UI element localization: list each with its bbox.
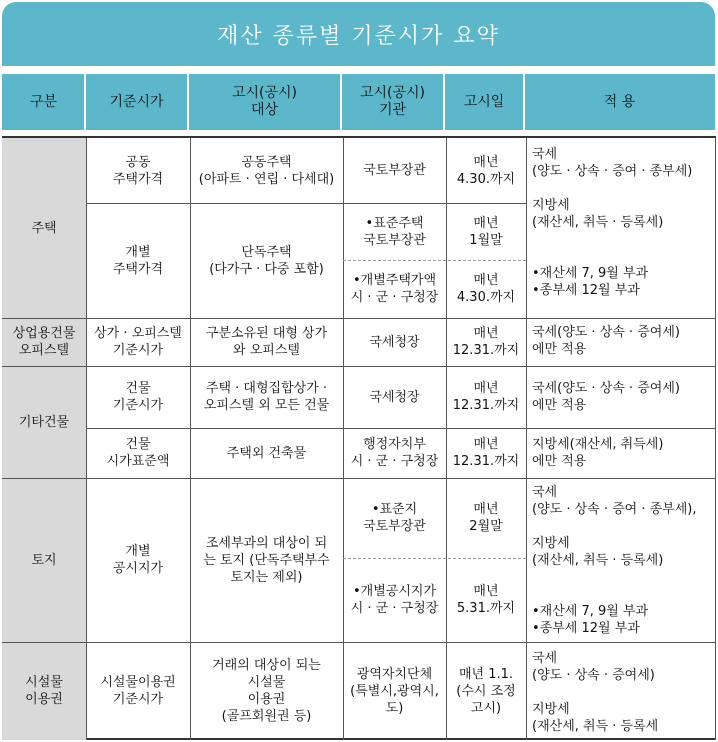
header-date: 고시일 xyxy=(444,74,524,130)
facility-date: 매년 1.1. (수시 조정 고시) xyxy=(456,666,516,716)
land-standard-agency: •표준지 국토부장관 xyxy=(363,502,426,534)
category-house: 주택 xyxy=(2,138,86,318)
house-apt-date: 매년 4.30.까지 xyxy=(456,154,516,187)
header-category: 구분 xyxy=(2,74,85,130)
dashed-divider xyxy=(343,260,526,261)
grid-line xyxy=(526,138,527,740)
house-single-target: 단독주택 (다가구 · 다중 포함) xyxy=(209,244,324,277)
title-bar xyxy=(2,2,715,66)
commercial-base: 상가 · 오피스텔 기준시가 xyxy=(94,326,182,358)
grid-line xyxy=(343,138,344,740)
category-other: 기타건물 xyxy=(2,366,86,478)
other-standard-date: 매년 12.31.까지 xyxy=(452,437,520,469)
land-target: 조세부과의 대상이 되 는 토지 (단독주택부수 토지는 제외) xyxy=(203,535,330,585)
grid-line xyxy=(446,138,447,740)
facility-agency: 광역자치단체 (특별시,광역시, 도) xyxy=(350,666,439,716)
other-building-target: 주택 · 대형집합상가 · 오피스텔 외 모든 건물 xyxy=(203,381,330,413)
facility-apply: 국세 (양도 · 상속 · 증여세) 지방세 (재산세, 취득 · 등록세 xyxy=(532,651,659,734)
house-apt-target: 공동주택 (아파트 · 연립 · 다세대) xyxy=(198,154,335,187)
other-standard-target: 주택외 건축물 xyxy=(226,445,307,461)
house-individual-date: 매년 4.30.까지 xyxy=(456,273,516,305)
grid-line xyxy=(86,203,526,204)
commercial-agency: 국세청장 xyxy=(369,334,420,350)
grid-line xyxy=(190,138,191,740)
other-standard-agency: 행정자치부 시 · 군 · 구청장 xyxy=(350,437,439,469)
grid-line xyxy=(2,478,716,479)
grid-line xyxy=(2,642,716,643)
other-building-agency: 국세청장 xyxy=(369,389,420,405)
land-individual-agency: •개별공시지가 시 · 군 · 구청장 xyxy=(350,584,439,616)
header-agency: 고시(공시) 기관 xyxy=(341,74,444,130)
grid-line xyxy=(86,138,87,740)
commercial-date: 매년 12.31.까지 xyxy=(452,326,520,358)
other-building-base: 건물 기준시가 xyxy=(112,381,164,413)
facility-base: 시설물이용권 기준시가 xyxy=(100,675,176,707)
other-building-apply: 국세(양도 · 상속 · 증여세) 에만 적용 xyxy=(532,381,680,413)
header-base-price: 기준시가 xyxy=(85,74,188,130)
other-building-date: 매년 12.31.까지 xyxy=(452,381,520,413)
house-standard-date: 매년 1월말 xyxy=(469,215,503,248)
category-land: 토지 xyxy=(2,478,86,642)
land-base: 개별 공시지가 xyxy=(112,544,164,576)
header-target: 고시(공시) 대상 xyxy=(188,74,341,130)
house-standard-agency: •표준주택 국토부장관 xyxy=(363,215,426,248)
commercial-target: 구분소유된 대형 상가 와 오피스텔 xyxy=(205,326,328,358)
summary-table xyxy=(2,136,716,740)
category-facility: 시설물 이용권 xyxy=(2,642,86,740)
house-apt-agency: 국토부장관 xyxy=(363,163,426,178)
table-header xyxy=(2,74,715,130)
house-apply: 국세 (양도 · 상속 · 증여 · 종부세) 지방세 (재산세, 취득 · 등록세) •재산세 7, 9월 부과 •종부세 12월 부과 xyxy=(532,147,693,298)
house-individual-agency: •개별주택가액 시 · 군 · 구청장 xyxy=(350,273,439,305)
house-apt-base: 공동 주택가격 xyxy=(112,154,164,187)
grid-line xyxy=(2,318,716,319)
grid-line xyxy=(715,138,716,740)
commercial-apply: 국세(양도 · 상속 · 증여세) 에만 적용 xyxy=(532,325,680,357)
facility-target: 거래의 대상이 되는 시설물 이용권 (골프회원권 등) xyxy=(212,658,321,724)
other-standard-apply: 지방세(재산세, 취득세) 에만 적용 xyxy=(532,437,664,469)
house-single-base: 개별 주택가격 xyxy=(112,244,164,277)
other-standard-base: 건물 시가표준액 xyxy=(106,437,170,469)
header-apply: 적 용 xyxy=(603,93,636,110)
dashed-divider xyxy=(343,558,526,559)
land-individual-date: 매년 5.31.까지 xyxy=(456,584,516,616)
grid-line xyxy=(86,428,716,429)
land-apply: 국세 (양도 · 상속 · 증여 · 종부세), 지방세 (재산세, 취득 · 등록세) •재산세 7, 9월 부과 •종부세 12월 부과 xyxy=(532,485,697,636)
category-commercial: 상업용건물 오피스텔 xyxy=(2,318,86,366)
grid-line xyxy=(2,366,716,367)
land-standard-date: 매년 2월말 xyxy=(469,502,503,534)
page-title: 재산 종류별 기준시가 요약 xyxy=(217,23,500,49)
